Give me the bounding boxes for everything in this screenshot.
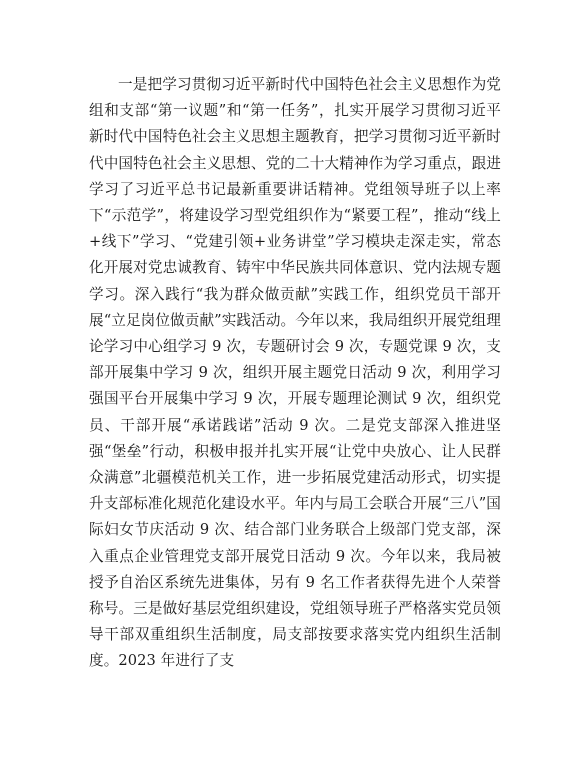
- body-paragraph: [89, 72, 501, 675]
- paragraph-text: 一是把学习贯彻习近平新时代中国特色社会主义思想作为党组和支部“第一议题”和“第一任务”，扎实开展学习贯彻习近平新时代中国特色社会主义思想主题教育，把学习贯彻习近平新时代中国特色社会主义思想、党的二十大精神作为学习重点，跟进学习了习近平总书记最新重要讲话精神。党组领导班子以上率下“示范学”，将建设学习型党组织作为“紧要工程”，推动“线上+线下”学习、“党建引领+业务讲堂”学习模块走深走实，常态化开展对党忠诚教育、铸牢中华民族共同体意识、党内法规专题学习。深入践行“我为群众做贡献”实践工作，组织党员干部开展“立足岗位做贡献”实践活动。今年以来，我局组织开展党组理论学习中心组学习 9 次，专题研讨会 9 次，专题党课 9 次，支部开展集中学习 9 次，组织开展主题党日活动 9 次，利用学习强国平台开展集中学习 9 次，开展专题理论测试 9 次，组织党员、干部开展“承诺践诺”活动 9 次。二是党支部深入推进坚强“堡垒”行动，积极申报并扎实开展“让党中央放心、让人民群众满意”北疆模范机关工作，进一步拓展党建活动形式，切实提升支部标准化规范化建设水平。年内与局工会联合开展“三八”国际妇女节庆活动 9 次、结合部门业务联合上级部门党支部，深入重点企业管理党支部开展党日活动 9 次。今年以来，我局被授予自治区系统先进集体，另有 9 名工作者获得先进个人荣誉称号。三是做好基层党组织建设，党组领导班子严格落实党员领导干部双重组织生活制度，局支部按要求落实党内组织生活制度。2023 年进行了支: [89, 76, 501, 670]
